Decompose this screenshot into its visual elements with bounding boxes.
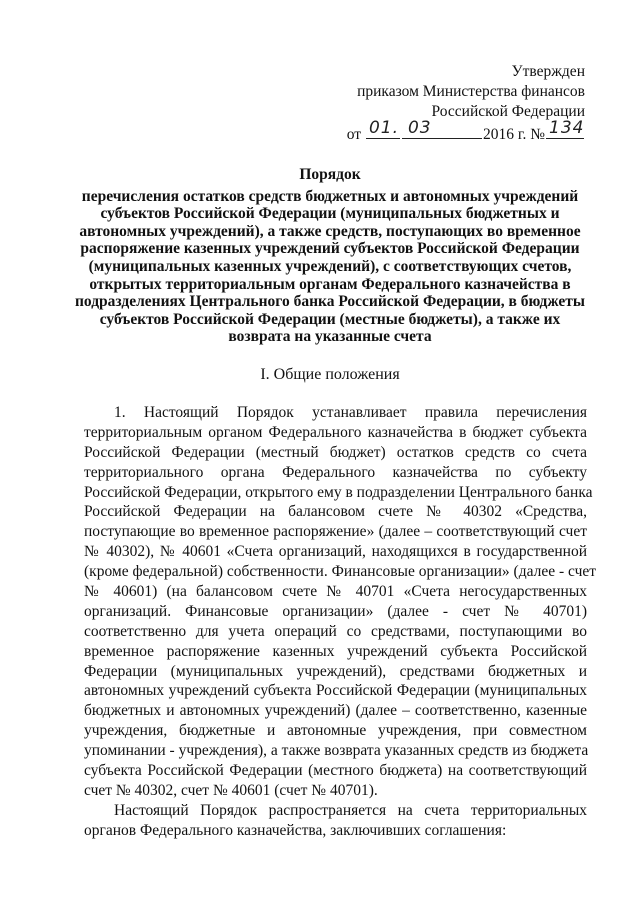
title-line: автономных учреждений), а также средств, поступающих во временное (79, 222, 581, 240)
paragraph-1-line: территориальным органом Федерального казначейства в бюджет субъекта (84, 423, 587, 441)
section-heading: I. Общие положения (260, 366, 400, 383)
title-line: открытых территориальным органам Федерального казначейства в (89, 275, 571, 293)
paragraph-1-line: 1. Настоящий Порядок устанавливает правила перечисления (114, 404, 587, 421)
date-prefix: от (346, 126, 362, 143)
order-number-field (546, 118, 585, 139)
paragraph-1-line: (кроме федеральной) собственности. Финансовые организации» (далее - счет (84, 563, 597, 581)
approval-date-line (346, 118, 585, 145)
approval-block (347, 62, 585, 145)
title-line: распоряжение казенных учреждений субъектов Российской Федерации (80, 240, 580, 258)
title-line: субъектов Российской Федерации (местные бюджеты), а также их (99, 310, 561, 328)
date-month-field (402, 118, 482, 139)
paragraph-1-line: упоминании - учреждения), а также возврата указанных средств из бюджета (84, 742, 589, 760)
title-line: (муниципальных казенных учреждений), с соответствующих счетов, (88, 257, 572, 275)
paragraph-1-line: организаций. Финансовые организации» (далее - счет № 40701) (84, 602, 587, 620)
body-text (84, 403, 597, 841)
paragraph-1-line: поступающие во временное распоряжение» (далее – соответствующий счет (84, 523, 587, 541)
title-line: возврата на указанные счета (228, 328, 432, 346)
paragraph-1-line: учреждения, бюджетные и автономные учреждения, при совместном (84, 722, 587, 740)
title-main: Порядок (299, 166, 361, 183)
paragraph-1-line: № 40601) (на балансовом счете № 40701 «Счета негосударственных (84, 583, 587, 601)
paragraph-1-line: бюджетных и автономных учреждений) (далее – соответственно, казенные (84, 702, 587, 720)
title-line: подразделениях Центрального банка Российской Федерации, в бюджеты (74, 293, 585, 311)
date-day-field (366, 118, 400, 139)
paragraph-1-line: территориального органа Федерального казначейства по субъекту (84, 463, 587, 481)
approval-line-1: Утвержден (511, 63, 585, 80)
date-year: 2016 г. № (482, 126, 545, 143)
paragraph-1-line: автономных учреждений субъекта Российской Федерации (муниципальных (84, 682, 587, 700)
approval-line-2: приказом Министерства финансов (357, 83, 585, 100)
paragraph-1-line: соответственно для учета операций со средствами, поступающими во (84, 622, 587, 640)
date-month-handwritten: 03 (407, 118, 432, 138)
paragraph-1-line: счет № 40302, счет № 40601 (счет № 40701). (84, 781, 378, 799)
paragraph-1-line: Российской Федерации на балансовом счете № 40302 «Средства, (84, 503, 587, 521)
paragraph-1-line: субъекта Российской Федерации (местного бюджета) на соответствующий (84, 762, 587, 780)
paragraph-1-line: временное распоряжение казенных учреждений субъекта Российской (84, 642, 587, 660)
paragraph-2-line: Настоящий Порядок распространяется на счета территориальных (114, 801, 587, 819)
order-number-handwritten: 134 (549, 118, 585, 138)
paragraph-2-line: органов Федерального казначейства, заключивших соглашения: (84, 821, 507, 839)
approval-line-3: Российской Федерации (431, 103, 585, 120)
document-title (70, 166, 590, 346)
title-line: перечисления остатков средств бюджетных и автономных учреждений (81, 187, 579, 205)
paragraph-1-line: Федерации (муниципальных учреждений), средствами бюджетных и (84, 662, 587, 680)
date-day-handwritten: 01. (368, 118, 400, 138)
title-line: субъектов Российской Федерации (муниципальных бюджетных и (100, 205, 560, 223)
paragraph-1-line: Российской Федерации (местный бюджет) остатков средств со счета (84, 443, 587, 461)
paragraph-1-line: Российской Федерации, открытого ему в подразделении Центрального банка (84, 483, 593, 501)
paragraph-1-line: № 40302), № 40601 «Счета организаций, находящихся в государственной (84, 543, 587, 561)
